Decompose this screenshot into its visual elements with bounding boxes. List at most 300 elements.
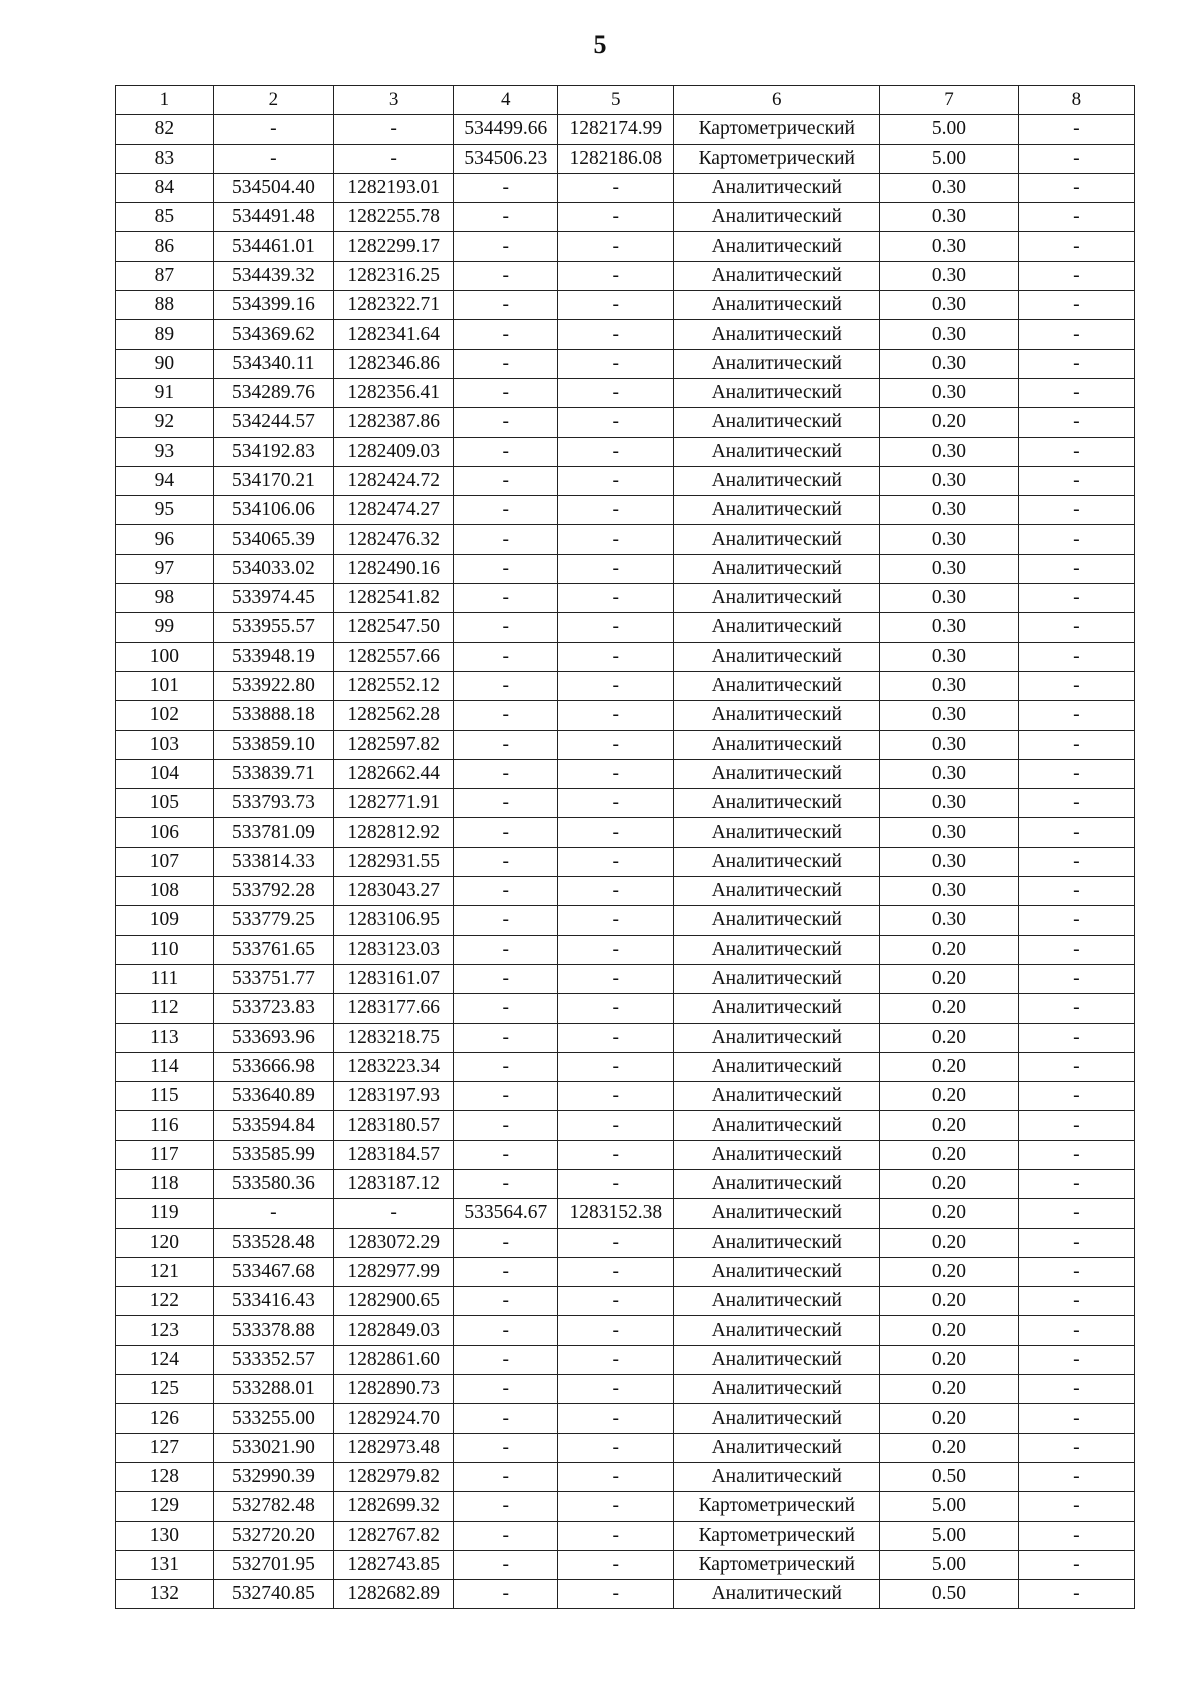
table-cell: 1283106.95 bbox=[334, 906, 454, 935]
table-cell: - bbox=[558, 496, 674, 525]
table-cell: - bbox=[558, 994, 674, 1023]
table-cell: 1282409.03 bbox=[334, 437, 454, 466]
table-cell: 0.30 bbox=[880, 730, 1019, 759]
table-cell: 533814.33 bbox=[213, 847, 333, 876]
table-cell: 532990.39 bbox=[213, 1462, 333, 1491]
table-cell: - bbox=[1018, 1257, 1134, 1286]
table-cell: - bbox=[1018, 642, 1134, 671]
table-cell: - bbox=[454, 1521, 558, 1550]
table-cell: 5.00 bbox=[880, 1492, 1019, 1521]
table-cell: - bbox=[1018, 1550, 1134, 1579]
table-cell: 533723.83 bbox=[213, 994, 333, 1023]
column-header: 8 bbox=[1018, 86, 1134, 115]
table-cell: 1282424.72 bbox=[334, 466, 454, 495]
table-cell: 0.20 bbox=[880, 1345, 1019, 1374]
table-row bbox=[116, 232, 1135, 261]
table-cell: 106 bbox=[116, 818, 214, 847]
table-cell: Аналитический bbox=[674, 232, 880, 261]
table-row bbox=[116, 496, 1135, 525]
table-cell: 533948.19 bbox=[213, 642, 333, 671]
table-cell: - bbox=[558, 847, 674, 876]
table-row bbox=[116, 115, 1135, 144]
table-cell: 533580.36 bbox=[213, 1169, 333, 1198]
table-cell: 0.30 bbox=[880, 437, 1019, 466]
table-cell: Аналитический bbox=[674, 701, 880, 730]
table-cell: 533467.68 bbox=[213, 1257, 333, 1286]
table-cell: - bbox=[454, 437, 558, 466]
table-cell: - bbox=[454, 1580, 558, 1609]
table-cell: - bbox=[558, 671, 674, 700]
table-cell: Аналитический bbox=[674, 818, 880, 847]
table-cell: 533378.88 bbox=[213, 1316, 333, 1345]
table-cell: - bbox=[1018, 613, 1134, 642]
table-cell: - bbox=[334, 144, 454, 173]
table-cell: 534491.48 bbox=[213, 203, 333, 232]
table-cell: - bbox=[454, 759, 558, 788]
column-header: 7 bbox=[880, 86, 1019, 115]
table-cell: Аналитический bbox=[674, 1082, 880, 1111]
table-cell: 534170.21 bbox=[213, 466, 333, 495]
table-cell: Аналитический bbox=[674, 584, 880, 613]
table-cell: 97 bbox=[116, 554, 214, 583]
table-row bbox=[116, 1257, 1135, 1286]
table-row bbox=[116, 1462, 1135, 1491]
table-cell: 108 bbox=[116, 877, 214, 906]
table-cell: 533839.71 bbox=[213, 759, 333, 788]
table-cell: 1283223.34 bbox=[334, 1052, 454, 1081]
table-cell: - bbox=[558, 1082, 674, 1111]
table-cell: 533352.57 bbox=[213, 1345, 333, 1374]
table-cell: 1282299.17 bbox=[334, 232, 454, 261]
table-cell: - bbox=[558, 408, 674, 437]
table-cell: - bbox=[558, 1550, 674, 1579]
table-cell: 0.30 bbox=[880, 613, 1019, 642]
table-cell: 1282193.01 bbox=[334, 173, 454, 202]
table-row bbox=[116, 1111, 1135, 1140]
table-cell: 5.00 bbox=[880, 1521, 1019, 1550]
table-cell: 1283218.75 bbox=[334, 1023, 454, 1052]
table-cell: 1282890.73 bbox=[334, 1375, 454, 1404]
table-cell: - bbox=[558, 1316, 674, 1345]
table-cell: Аналитический bbox=[674, 789, 880, 818]
table-cell: 113 bbox=[116, 1023, 214, 1052]
table-cell: - bbox=[454, 1052, 558, 1081]
table-cell: Аналитический bbox=[674, 291, 880, 320]
table-row bbox=[116, 1521, 1135, 1550]
table-cell: 0.20 bbox=[880, 1228, 1019, 1257]
table-cell: 0.20 bbox=[880, 1433, 1019, 1462]
table-cell: Аналитический bbox=[674, 1433, 880, 1462]
table-cell: 0.50 bbox=[880, 1580, 1019, 1609]
table-cell: - bbox=[1018, 291, 1134, 320]
table-cell: - bbox=[454, 935, 558, 964]
table-cell: - bbox=[1018, 906, 1134, 935]
table-cell: - bbox=[454, 906, 558, 935]
table-cell: Аналитический bbox=[674, 642, 880, 671]
table-cell: - bbox=[454, 584, 558, 613]
table-cell: Аналитический bbox=[674, 408, 880, 437]
table-row bbox=[116, 1052, 1135, 1081]
table-cell: - bbox=[454, 1433, 558, 1462]
table-cell: 1282743.85 bbox=[334, 1550, 454, 1579]
table-cell: 1282924.70 bbox=[334, 1404, 454, 1433]
table-cell: - bbox=[558, 584, 674, 613]
table-cell: - bbox=[558, 1257, 674, 1286]
table-row bbox=[116, 1169, 1135, 1198]
table-cell: - bbox=[558, 291, 674, 320]
table-cell: 1283180.57 bbox=[334, 1111, 454, 1140]
table-row bbox=[116, 1082, 1135, 1111]
table-cell: - bbox=[1018, 964, 1134, 993]
table-cell: - bbox=[454, 730, 558, 759]
table-cell: - bbox=[454, 877, 558, 906]
table-cell: - bbox=[213, 115, 333, 144]
table-cell: 1282186.08 bbox=[558, 144, 674, 173]
table-cell: Аналитический bbox=[674, 1375, 880, 1404]
table-row bbox=[116, 964, 1135, 993]
table-cell: 115 bbox=[116, 1082, 214, 1111]
table-cell: Картометрический bbox=[674, 115, 880, 144]
table-cell: - bbox=[1018, 554, 1134, 583]
table-row bbox=[116, 584, 1135, 613]
table-row bbox=[116, 701, 1135, 730]
table-row bbox=[116, 1287, 1135, 1316]
table-cell: - bbox=[454, 964, 558, 993]
column-header: 1 bbox=[116, 86, 214, 115]
table-cell: Аналитический bbox=[674, 759, 880, 788]
table-cell: 533021.90 bbox=[213, 1433, 333, 1462]
table-cell: - bbox=[1018, 1580, 1134, 1609]
table-cell: Аналитический bbox=[674, 1111, 880, 1140]
table-row bbox=[116, 877, 1135, 906]
table-cell: - bbox=[454, 408, 558, 437]
table-cell: - bbox=[558, 701, 674, 730]
table-cell: - bbox=[454, 1404, 558, 1433]
table-cell: 0.30 bbox=[880, 378, 1019, 407]
table-cell: - bbox=[558, 1404, 674, 1433]
table-cell: 127 bbox=[116, 1433, 214, 1462]
table-cell: - bbox=[454, 378, 558, 407]
table-row bbox=[116, 1345, 1135, 1374]
table-row bbox=[116, 320, 1135, 349]
table-cell: - bbox=[1018, 671, 1134, 700]
table-cell: Аналитический bbox=[674, 1345, 880, 1374]
table-cell: 1282547.50 bbox=[334, 613, 454, 642]
table-cell: - bbox=[558, 466, 674, 495]
table-cell: - bbox=[454, 1316, 558, 1345]
table-cell: Аналитический bbox=[674, 1023, 880, 1052]
table-cell: 0.20 bbox=[880, 1111, 1019, 1140]
table-cell: 0.30 bbox=[880, 789, 1019, 818]
table-cell: - bbox=[454, 1375, 558, 1404]
table-cell: Аналитический bbox=[674, 173, 880, 202]
table-cell: 1283123.03 bbox=[334, 935, 454, 964]
table-cell: 533288.01 bbox=[213, 1375, 333, 1404]
table-cell: 1282541.82 bbox=[334, 584, 454, 613]
table-cell: 533416.43 bbox=[213, 1287, 333, 1316]
table-cell: 0.30 bbox=[880, 232, 1019, 261]
table-cell: 117 bbox=[116, 1140, 214, 1169]
table-cell: Аналитический bbox=[674, 1052, 880, 1081]
table-cell: - bbox=[558, 1111, 674, 1140]
table-cell: 1282849.03 bbox=[334, 1316, 454, 1345]
table-cell: 99 bbox=[116, 613, 214, 642]
table-cell: - bbox=[1018, 1052, 1134, 1081]
table-cell: - bbox=[558, 1462, 674, 1491]
table-cell: 1283187.12 bbox=[334, 1169, 454, 1198]
table-cell: - bbox=[454, 496, 558, 525]
table-cell: Аналитический bbox=[674, 261, 880, 290]
table-cell: 0.30 bbox=[880, 203, 1019, 232]
table-cell: 1282861.60 bbox=[334, 1345, 454, 1374]
table-cell: - bbox=[1018, 994, 1134, 1023]
table-cell: - bbox=[454, 1462, 558, 1491]
table-cell: 0.30 bbox=[880, 525, 1019, 554]
table-cell: 96 bbox=[116, 525, 214, 554]
table-cell: - bbox=[1018, 1462, 1134, 1491]
table-cell: - bbox=[454, 701, 558, 730]
page-number: 5 bbox=[593, 30, 607, 59]
table-cell: - bbox=[1018, 1521, 1134, 1550]
table-cell: - bbox=[454, 554, 558, 583]
table-cell: 0.30 bbox=[880, 349, 1019, 378]
table-cell: 121 bbox=[116, 1257, 214, 1286]
table-cell: - bbox=[454, 847, 558, 876]
table-cell: 0.30 bbox=[880, 554, 1019, 583]
table-cell: 0.30 bbox=[880, 818, 1019, 847]
table-cell: - bbox=[1018, 1140, 1134, 1169]
table-cell: Аналитический bbox=[674, 1404, 880, 1433]
table-cell: 1282174.99 bbox=[558, 115, 674, 144]
table-cell: - bbox=[558, 261, 674, 290]
table-cell: Аналитический bbox=[674, 378, 880, 407]
table-cell: Аналитический bbox=[674, 906, 880, 935]
table-cell: - bbox=[454, 613, 558, 642]
table-cell: 1282767.82 bbox=[334, 1521, 454, 1550]
table-cell: 534399.16 bbox=[213, 291, 333, 320]
table-row bbox=[116, 818, 1135, 847]
table-row bbox=[116, 349, 1135, 378]
table-cell: 93 bbox=[116, 437, 214, 466]
table-cell: 534289.76 bbox=[213, 378, 333, 407]
table-cell: 533793.73 bbox=[213, 789, 333, 818]
table-cell: 1283184.57 bbox=[334, 1140, 454, 1169]
table-cell: 0.20 bbox=[880, 1316, 1019, 1345]
table-row bbox=[116, 261, 1135, 290]
table-cell: Аналитический bbox=[674, 964, 880, 993]
table-cell: 1282977.99 bbox=[334, 1257, 454, 1286]
table-row bbox=[116, 1580, 1135, 1609]
table-cell: - bbox=[1018, 935, 1134, 964]
table-cell: - bbox=[1018, 115, 1134, 144]
table-cell: - bbox=[1018, 525, 1134, 554]
column-header: 5 bbox=[558, 86, 674, 115]
table-cell: - bbox=[558, 203, 674, 232]
table-cell: 5.00 bbox=[880, 1550, 1019, 1579]
table-cell: - bbox=[1018, 759, 1134, 788]
table-cell: 0.20 bbox=[880, 1375, 1019, 1404]
table-cell: - bbox=[558, 1580, 674, 1609]
table-cell: 534439.32 bbox=[213, 261, 333, 290]
table-cell: 533585.99 bbox=[213, 1140, 333, 1169]
table-cell: 0.20 bbox=[880, 1052, 1019, 1081]
table-cell: 0.50 bbox=[880, 1462, 1019, 1491]
table-cell: 533922.80 bbox=[213, 671, 333, 700]
table-cell: - bbox=[558, 1375, 674, 1404]
table-cell: - bbox=[454, 261, 558, 290]
table-cell: 0.20 bbox=[880, 1199, 1019, 1228]
table-cell: 534192.83 bbox=[213, 437, 333, 466]
table-cell: 0.20 bbox=[880, 1169, 1019, 1198]
table-cell: 534340.11 bbox=[213, 349, 333, 378]
table-body bbox=[116, 86, 1135, 1609]
table-cell: - bbox=[1018, 261, 1134, 290]
table-cell: 1282931.55 bbox=[334, 847, 454, 876]
table-cell: Аналитический bbox=[674, 847, 880, 876]
table-cell: - bbox=[558, 525, 674, 554]
table-cell: - bbox=[1018, 818, 1134, 847]
table-cell: - bbox=[558, 320, 674, 349]
table-cell: - bbox=[1018, 437, 1134, 466]
table-cell: Картометрический bbox=[674, 1492, 880, 1521]
table-row bbox=[116, 1492, 1135, 1521]
table-cell: - bbox=[454, 1550, 558, 1579]
table-cell: - bbox=[558, 173, 674, 202]
table-cell: 1282662.44 bbox=[334, 759, 454, 788]
table-cell: 0.30 bbox=[880, 906, 1019, 935]
table-cell: Аналитический bbox=[674, 1228, 880, 1257]
table-cell: - bbox=[454, 671, 558, 700]
table-row bbox=[116, 1228, 1135, 1257]
table-cell: 120 bbox=[116, 1228, 214, 1257]
table-cell: - bbox=[1018, 1082, 1134, 1111]
table-cell: - bbox=[1018, 496, 1134, 525]
table-cell: 110 bbox=[116, 935, 214, 964]
table-cell: 83 bbox=[116, 144, 214, 173]
table-row bbox=[116, 378, 1135, 407]
table-cell: 534506.23 bbox=[454, 144, 558, 173]
table-cell: - bbox=[1018, 378, 1134, 407]
table-cell: 532782.48 bbox=[213, 1492, 333, 1521]
table-cell: 1282255.78 bbox=[334, 203, 454, 232]
table-cell: - bbox=[558, 1052, 674, 1081]
table-cell: - bbox=[558, 1433, 674, 1462]
table-cell: 1282699.32 bbox=[334, 1492, 454, 1521]
table-cell: - bbox=[558, 1140, 674, 1169]
table-cell: - bbox=[1018, 847, 1134, 876]
table-cell: - bbox=[454, 1228, 558, 1257]
table-cell: - bbox=[454, 994, 558, 1023]
table-cell: Аналитический bbox=[674, 1316, 880, 1345]
column-header: 4 bbox=[454, 86, 558, 115]
table-cell: 533859.10 bbox=[213, 730, 333, 759]
table-cell: - bbox=[1018, 730, 1134, 759]
table-row bbox=[116, 847, 1135, 876]
table-cell: 130 bbox=[116, 1521, 214, 1550]
table-cell: 82 bbox=[116, 115, 214, 144]
table-row bbox=[116, 642, 1135, 671]
table-cell: 132 bbox=[116, 1580, 214, 1609]
table-cell: - bbox=[454, 466, 558, 495]
table-cell: 534065.39 bbox=[213, 525, 333, 554]
table-cell: Аналитический bbox=[674, 935, 880, 964]
table-row bbox=[116, 613, 1135, 642]
table-cell: 128 bbox=[116, 1462, 214, 1491]
table-cell: 1282973.48 bbox=[334, 1433, 454, 1462]
table-cell: Аналитический bbox=[674, 1287, 880, 1316]
table-cell: 534461.01 bbox=[213, 232, 333, 261]
table-cell: 0.30 bbox=[880, 466, 1019, 495]
table-cell: 122 bbox=[116, 1287, 214, 1316]
table-cell: - bbox=[1018, 173, 1134, 202]
table-cell: 533761.65 bbox=[213, 935, 333, 964]
table-cell: 533528.48 bbox=[213, 1228, 333, 1257]
table-cell: Картометрический bbox=[674, 1550, 880, 1579]
column-header: 6 bbox=[674, 86, 880, 115]
table-cell: 112 bbox=[116, 994, 214, 1023]
table-cell: Аналитический bbox=[674, 1199, 880, 1228]
table-row bbox=[116, 730, 1135, 759]
table-cell: 0.20 bbox=[880, 964, 1019, 993]
table-cell: 0.30 bbox=[880, 877, 1019, 906]
table-cell: - bbox=[454, 1140, 558, 1169]
table-row bbox=[116, 1199, 1135, 1228]
table-cell: 98 bbox=[116, 584, 214, 613]
table-cell: - bbox=[454, 173, 558, 202]
table-cell: 87 bbox=[116, 261, 214, 290]
table-cell: 123 bbox=[116, 1316, 214, 1345]
table-row bbox=[116, 437, 1135, 466]
table-cell: - bbox=[454, 1111, 558, 1140]
table-cell: - bbox=[558, 935, 674, 964]
table-cell: 1283177.66 bbox=[334, 994, 454, 1023]
table-cell: 94 bbox=[116, 466, 214, 495]
table-cell: 533255.00 bbox=[213, 1404, 333, 1433]
table-row bbox=[116, 525, 1135, 554]
table-cell: 119 bbox=[116, 1199, 214, 1228]
table-cell: 0.30 bbox=[880, 671, 1019, 700]
table-cell: 1282562.28 bbox=[334, 701, 454, 730]
table-cell: 114 bbox=[116, 1052, 214, 1081]
table-cell: 100 bbox=[116, 642, 214, 671]
table-cell: 103 bbox=[116, 730, 214, 759]
table-cell: - bbox=[1018, 349, 1134, 378]
table-cell: 1282316.25 bbox=[334, 261, 454, 290]
table-cell: 116 bbox=[116, 1111, 214, 1140]
table-cell: 84 bbox=[116, 173, 214, 202]
table-cell: 533955.57 bbox=[213, 613, 333, 642]
table-cell: - bbox=[1018, 144, 1134, 173]
table-cell: 1282490.16 bbox=[334, 554, 454, 583]
table-cell: 1283043.27 bbox=[334, 877, 454, 906]
table-cell: Картометрический bbox=[674, 1521, 880, 1550]
table-cell: 0.20 bbox=[880, 1257, 1019, 1286]
table-cell: 0.20 bbox=[880, 935, 1019, 964]
table-row bbox=[116, 906, 1135, 935]
table-cell: - bbox=[558, 1345, 674, 1374]
table-cell: 5.00 bbox=[880, 144, 1019, 173]
table-cell: 0.30 bbox=[880, 759, 1019, 788]
table-row bbox=[116, 408, 1135, 437]
table-cell: 1282476.32 bbox=[334, 525, 454, 554]
table-cell: - bbox=[454, 1082, 558, 1111]
table-row bbox=[116, 466, 1135, 495]
table-cell: - bbox=[454, 525, 558, 554]
table-cell: 534499.66 bbox=[454, 115, 558, 144]
table-cell: 91 bbox=[116, 378, 214, 407]
table-row bbox=[116, 759, 1135, 788]
table-cell: - bbox=[1018, 1492, 1134, 1521]
